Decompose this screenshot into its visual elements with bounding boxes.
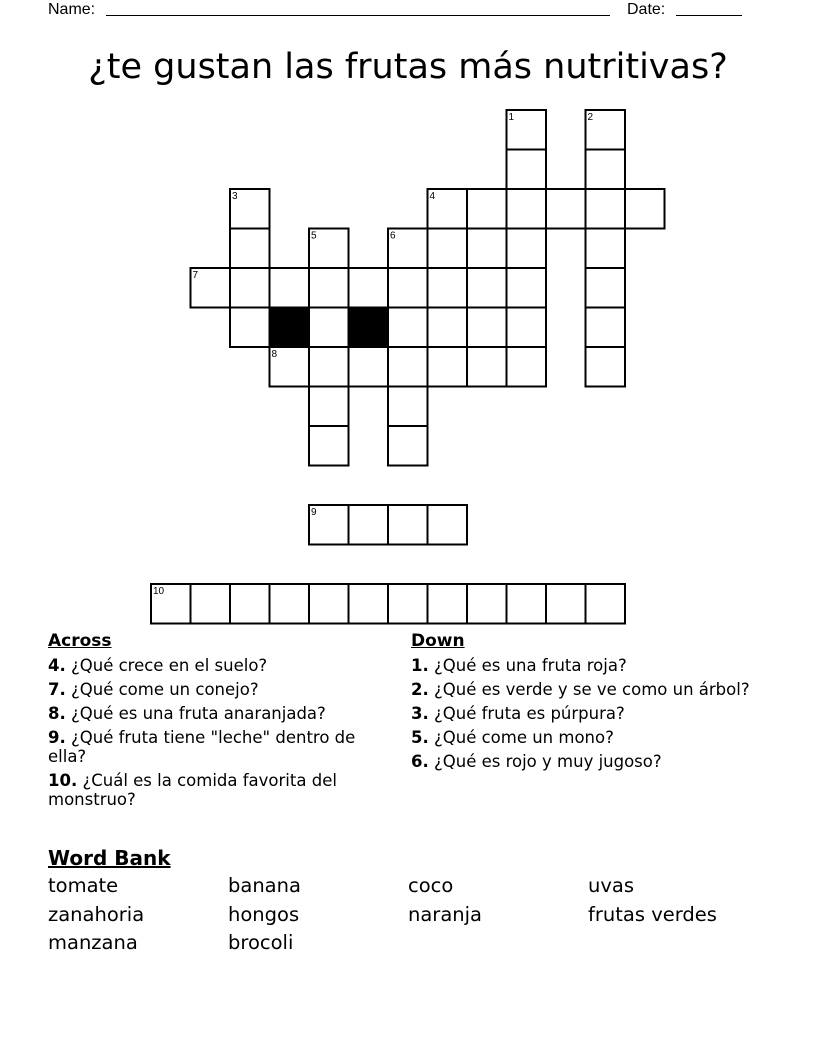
grid-cell[interactable] [586,189,626,229]
clue-number: 6 [390,230,396,242]
grid-cell[interactable] [507,584,547,624]
clue-text: ¿Qué es rojo y muy jugoso? [428,752,662,771]
grid-cell[interactable] [309,387,349,427]
grid-cell[interactable] [586,308,626,348]
grid-cell[interactable] [349,347,389,387]
clue-num: 9. [48,728,66,747]
grid-cell[interactable] [546,584,586,624]
grid-cell[interactable] [546,189,586,229]
grid-cell[interactable] [586,268,626,308]
clue-text: ¿Qué fruta es púrpura? [428,704,625,723]
grid-cell[interactable] [230,308,270,348]
grid-cell[interactable] [309,308,349,348]
clue-text: ¿Qué come un mono? [428,728,614,747]
date-label: Date: [627,1,666,18]
name-label: Name: [48,1,96,18]
grid-cell[interactable] [586,150,626,190]
clue-num: 4. [48,656,66,675]
grid-cell[interactable] [586,347,626,387]
grid-cell[interactable] [586,229,626,269]
clue-text: ¿Qué fruta tiene "leche" dentro de ella? [48,728,356,766]
grid-cell[interactable] [467,268,507,308]
word-bank-item: manzana [48,931,138,954]
clue-text: ¿Qué es una fruta anaranjada? [65,704,326,723]
grid-cell[interactable] [507,189,547,229]
grid-cell[interactable] [349,268,389,308]
puzzle-title: ¿te gustan las frutas más nutritivas? [88,47,728,87]
clue-number: 10 [153,586,165,597]
clue-number: 7 [192,270,199,281]
clue-text: ¿Qué come un conejo? [65,680,259,699]
grid-cell[interactable] [507,308,547,348]
across-clues [48,631,388,809]
grid-cell[interactable] [191,584,231,624]
clue-num: 6. [411,752,429,771]
word-bank-item: coco [408,874,454,897]
grid-cell[interactable] [467,584,507,624]
across-clue [48,704,388,723]
grid-cell[interactable] [230,229,270,269]
down-clue [411,680,751,699]
grid-cell[interactable] [428,505,468,545]
word-bank-item: zanahoria [48,903,145,926]
clue-text: ¿Qué es verde y se ve como un árbol? [428,680,750,699]
grid-cell[interactable] [270,268,310,308]
across-clue [48,680,388,699]
grid-cell[interactable] [349,584,389,624]
down-clue [411,728,751,747]
grid-cell[interactable] [428,584,468,624]
clue-number: 9 [311,507,317,518]
grid-cell[interactable] [507,150,547,190]
word-bank-item: uvas [588,874,635,897]
clue-num: 10. [48,771,78,790]
grid-cell[interactable] [507,229,547,269]
clue-num: 2. [411,680,429,699]
down-clue [411,752,751,771]
clue-num: 8. [48,704,66,723]
down-clue [411,656,751,675]
down-clues [411,631,751,771]
grid-cell[interactable] [507,347,547,387]
clue-number: 8 [271,349,278,360]
grid-block [349,308,389,348]
across-clue [48,656,388,675]
grid-block [270,308,310,348]
word-bank-item: naranja [408,903,483,926]
grid-cell[interactable] [388,308,428,348]
grid-cell[interactable] [467,189,507,229]
clue-number: 2 [587,112,594,123]
grid-cell[interactable] [388,268,428,308]
grid-cell[interactable] [349,505,389,545]
word-bank-item: hongos [228,903,300,926]
word-bank-title: Word Bank [48,846,171,870]
grid-cell[interactable] [309,584,349,624]
grid-cell[interactable] [467,347,507,387]
across-clue [48,728,388,766]
down-clue [411,704,751,723]
grid-cell[interactable] [428,347,468,387]
grid-cell[interactable] [388,505,428,545]
grid-cell[interactable] [428,308,468,348]
word-bank-item: tomate [48,874,119,897]
clue-number: 5 [311,230,317,242]
clue-number: 4 [429,191,436,202]
word-bank-item: frutas verdes [588,903,717,926]
grid-cell[interactable] [388,347,428,387]
clue-num: 1. [411,656,429,675]
grid-cell[interactable] [428,229,468,269]
grid-cell[interactable] [507,268,547,308]
grid-cell[interactable] [270,584,310,624]
grid-cell[interactable] [388,387,428,427]
clue-num: 7. [48,680,66,699]
grid-cell[interactable] [625,189,665,229]
grid-cell[interactable] [309,268,349,308]
clue-number: 1 [508,112,515,123]
down-heading: Down [411,631,465,651]
grid-cell[interactable] [467,308,507,348]
word-bank-item: brocoli [228,931,294,954]
clue-number: 3 [232,191,238,202]
grid-cell[interactable] [230,584,270,624]
grid-cell[interactable] [388,584,428,624]
grid-cell[interactable] [309,426,349,466]
across-heading: Across [48,631,112,651]
word-bank-item: banana [228,874,301,897]
clue-num: 3. [411,704,429,723]
clue-text: ¿Cuál es la comida favorita del monstruo? [48,771,337,809]
across-clue [48,771,388,809]
clue-num: 5. [411,728,429,747]
grid-cell[interactable] [388,426,428,466]
grid-cell[interactable] [428,268,468,308]
clue-text: ¿Qué crece en el suelo? [65,656,268,675]
grid-cell[interactable] [586,584,626,624]
clue-text: ¿Qué es una fruta roja? [428,656,627,675]
grid-cell[interactable] [230,268,270,308]
grid-cell[interactable] [309,347,349,387]
